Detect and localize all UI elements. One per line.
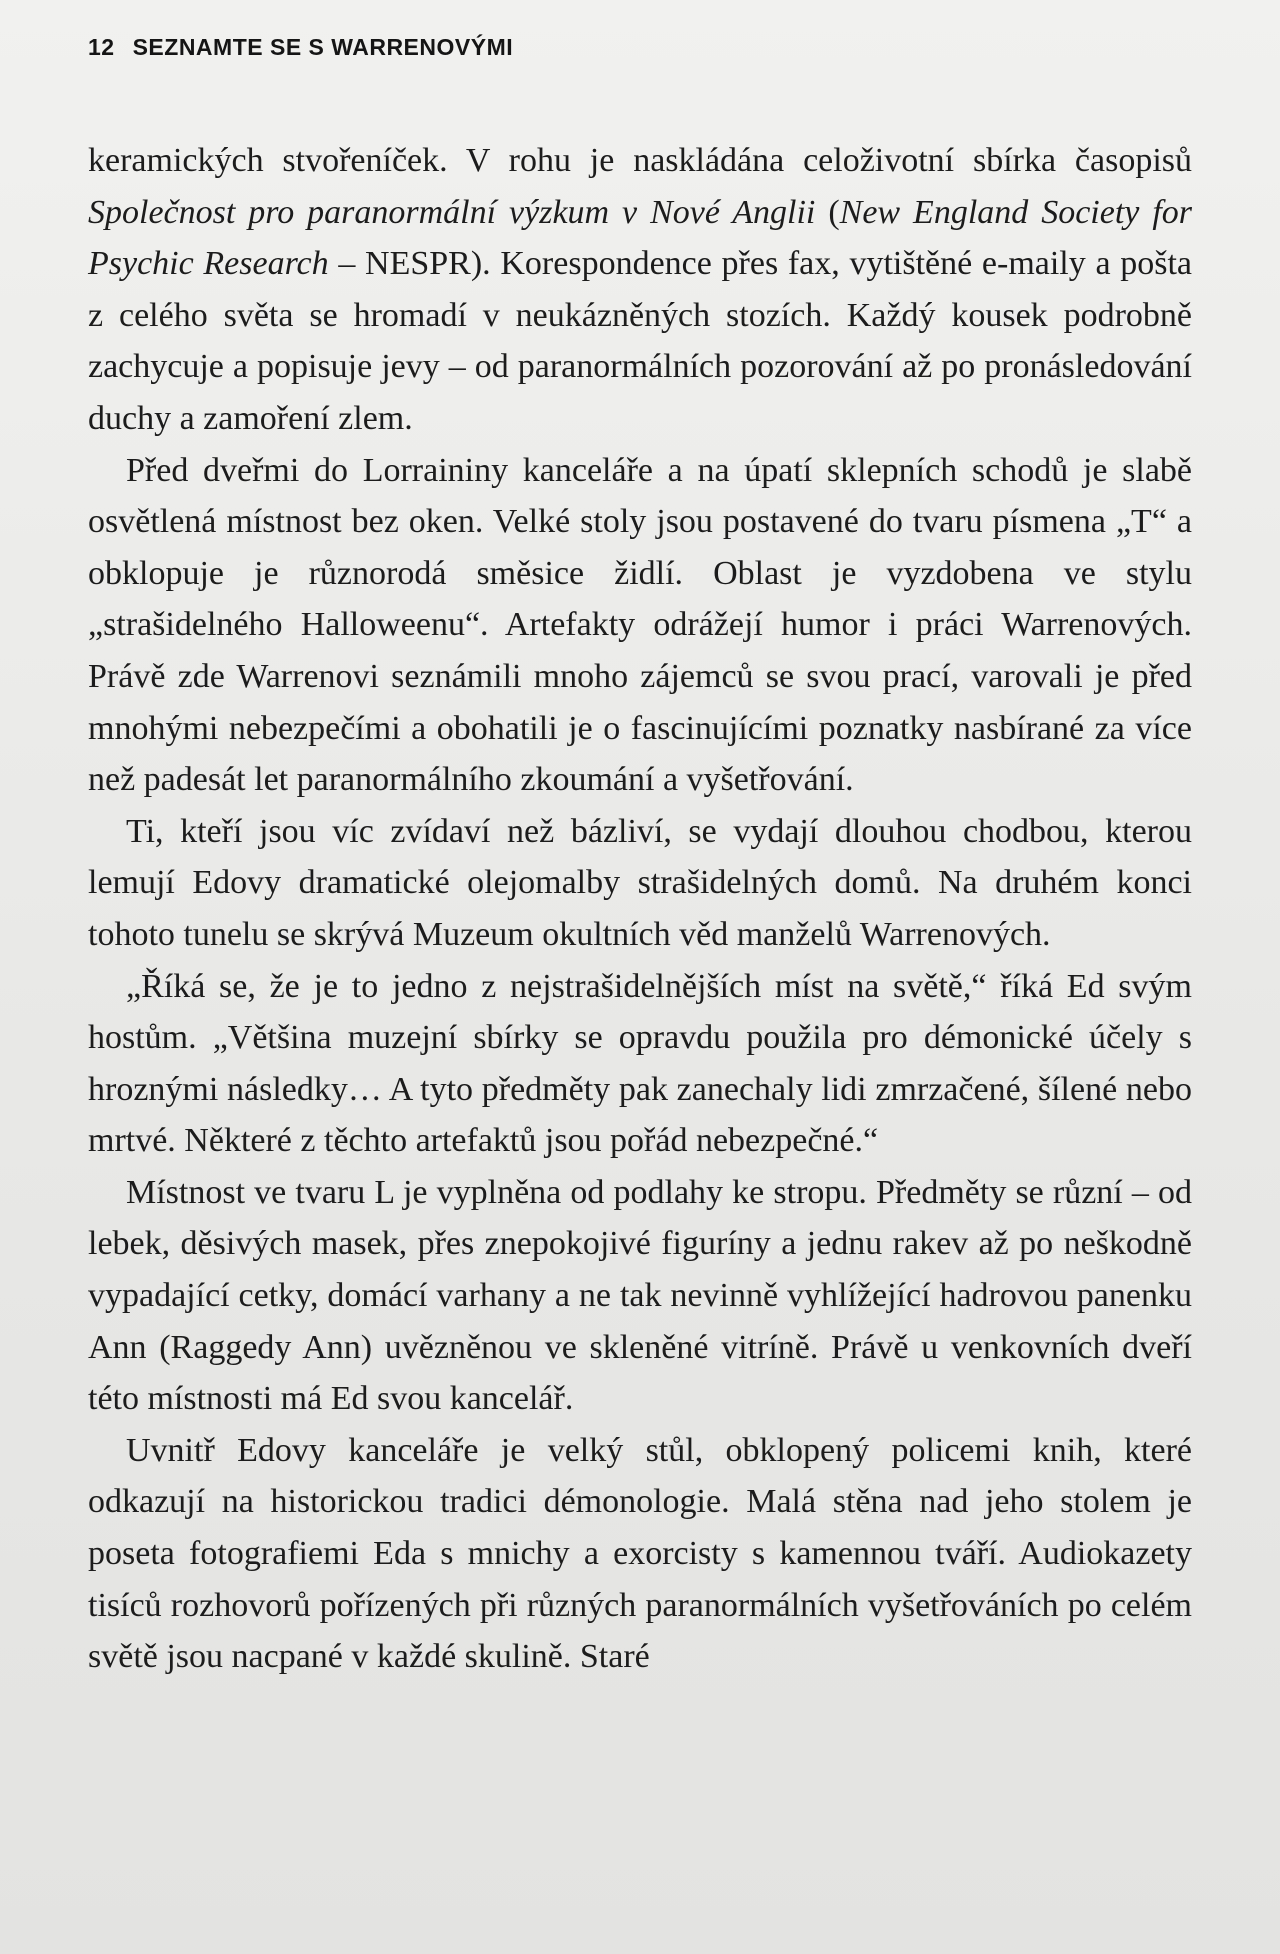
paragraph-1-italic-title-czech: Společnost pro paranormální výzkum v Nové Anglii: [88, 193, 816, 231]
paragraph-4: „Říká se, že je to jedno z nejstrašidelnějších míst na světě,“ říká Ed svým hostům. „Většina muzejní sbírky se opravdu použila pro démonické účely s hroznými následky… A tyto předměty pak zanechaly lidi zmrzačené, šílené nebo mrtvé. Některé z těchto artefaktů jsou pořád nebezpečné.“: [88, 967, 1192, 1160]
chapter-title: SEZNAMTE SE S WARRENOVÝMI: [132, 34, 514, 60]
paragraph-1-italic-title-english: New England Society for Psychic Research: [88, 193, 1193, 283]
page-number: 12: [88, 34, 115, 60]
body-text: [88, 135, 1192, 1683]
paragraph-5: Místnost ve tvaru L je vyplněna od podlahy ke stropu. Předměty se různí – od lebek, děsivých masek, přes znepokojivé figuríny a jednu rakev až po neškodně vypadající cetky, domácí varhany a ne tak nevinně vyhlížející hadrovou panenku Ann (Raggedy Ann) uvězněnou ve skleněné vitríně. Právě u venkovních dveří této místnosti má Ed svou kancelář.: [88, 1173, 1192, 1418]
paragraph-6: Uvnitř Edovy kanceláře je velký stůl, obklopený policemi knih, které odkazují na historickou tradici démonologie. Malá stěna nad jeho stolem je poseta fotografiemi Eda s mnichy a exorcisty s kamennou tváří. Audiokazety tisíců rozhovorů pořízených při různých paranormálních vyšetřováních po celém světě jsou nacpané v každé skulině. Staré: [88, 1431, 1192, 1676]
paragraph-1: [88, 135, 1192, 445]
paragraph-1-text-a: keramických stvořeníček. V rohu je naskládána celoživotní sbírka časopisů: [88, 142, 1192, 179]
paragraph-1-text-c: – NESPR). Korespondence přes fax, vytištěné e-maily a pošta z celého světa se hromadí v neukázněných stozích. Každý kousek podrobně zachycuje a popisuje jevy – od paranormálních pozorování až po pronásledování duchy a zamoření zlem.: [88, 245, 1192, 437]
paragraph-3: Ti, kteří jsou víc zvídaví než bázliví, se vydají dlouhou chodbou, kterou lemují Edovy dramatické olejomalby strašidelných domů. Na druhém konci tohoto tunelu se skrývá Muzeum okultních věd manželů Warrenových.: [88, 812, 1192, 953]
paragraph-2: Před dveřmi do Lorraininy kanceláře a na úpatí sklepních schodů je slabě osvětlená místnost bez oken. Velké stoly jsou postavené do tvaru písmena „T“ a obklopuje je různorodá směsice židlí. Oblast je vyzdobena ve stylu „strašidelného Halloweenu“. Artefakty odrážejí humor i práci Warrenových. Právě zde Warrenovi seznámili mnoho zájemců se svou prací, varovali je před mnohými nebezpečími a obohatili je o fascinujícími poznatky nasbírané za více než padesát let paranormálního zkoumání a vyšetřování.: [88, 451, 1192, 799]
running-head: [88, 34, 513, 61]
paragraph-1-text-b: (: [815, 193, 840, 231]
